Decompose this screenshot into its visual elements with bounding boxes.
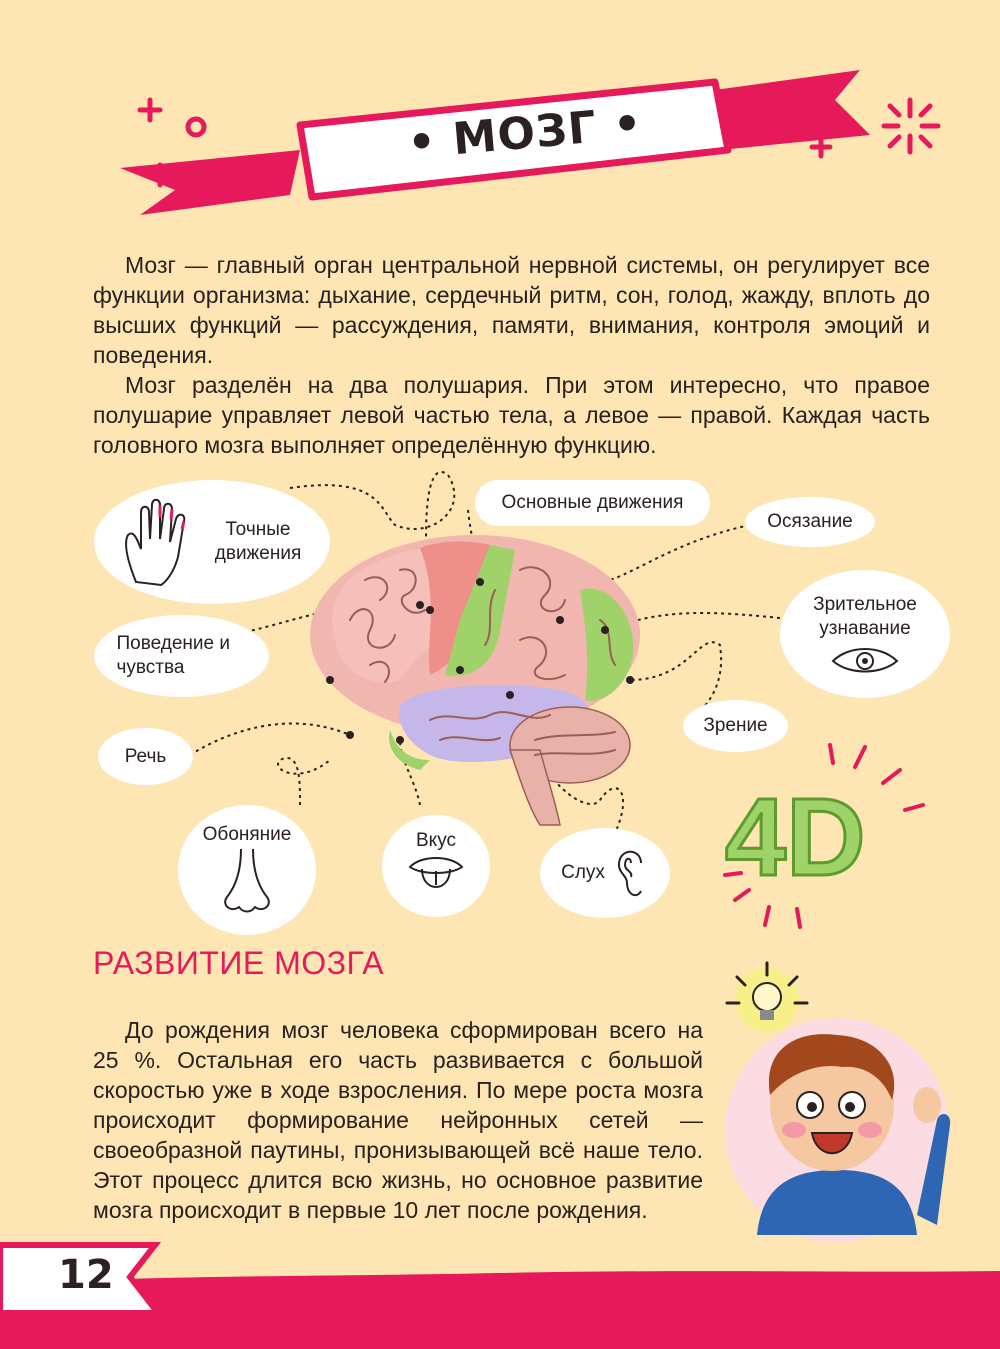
badge-text: 4D (725, 776, 866, 899)
boy-hand (913, 1087, 941, 1123)
hand-icon (116, 497, 196, 587)
label-basic-movements (475, 480, 710, 526)
vision-text: Зрение (703, 715, 768, 736)
nose-icon (217, 847, 277, 917)
speech-text: Речь (124, 745, 167, 767)
label-behavior (94, 615, 269, 697)
label-smell (178, 805, 316, 935)
label-visual-recognition (780, 570, 950, 698)
intro-paragraph-2: Мозг разделён на два полушария. При этом интересно, что правое полушарие управляет левой частью тела, а левое — правой. Каждая часть головного мозга выполняет определённую функцию. (93, 372, 930, 458)
page-number: 12 (58, 1252, 114, 1298)
intro-paragraph-1: Мозг — главный орган центральной нервной системы, он регулирует все функции организма: дыхание, сердечный ритм, сон, голод, жажду, вплоть до высших функций — рассуждения, памяти, внимания, контроля эмоций и поведения. (93, 252, 930, 368)
fine-movements-text: Точные движения (214, 519, 302, 564)
label-fine-movements (94, 480, 330, 604)
label-touch (745, 497, 875, 547)
lightbulb-icon (727, 963, 807, 1032)
basic-movements-text: Основные движения (501, 492, 684, 513)
section-title: РАЗВИТИЕ МОЗГА (93, 945, 385, 981)
label-speech (98, 728, 193, 785)
ear-icon (613, 843, 649, 903)
touch-text: Осязание (767, 511, 853, 532)
label-hearing (540, 828, 670, 918)
taste-text: Вкус (416, 830, 456, 851)
brain-illustration (310, 535, 640, 825)
visual-recognition-text: Зрительное узнавание (813, 594, 917, 639)
tongue-icon (406, 853, 466, 903)
behavior-text: Поведение и чувства (116, 633, 230, 678)
development-paragraph: До рождения мозг человека сформирован всего на 25 %. Остальная его часть развивается с большой скоростью уже в ходе взросления. По мере роста мозга происходит формирование нейронных сетей — своеобразной паутины, пронизывающей всё наше тело. Этот процесс длится всю жизнь, но основное развитие мозга происходит в первые 10 лет после рождения. (93, 1017, 703, 1223)
boy-illustration (712, 955, 962, 1245)
page-title: • МОЗГ • (405, 97, 645, 170)
ribbon-left-tail (120, 150, 300, 215)
label-taste (382, 815, 490, 917)
smell-text: Обоняние (202, 824, 292, 845)
development-text (93, 1015, 703, 1225)
eye-icon (829, 645, 901, 675)
badge-4d (705, 735, 950, 935)
hearing-text: Слух (561, 862, 605, 883)
footer-band (0, 1235, 1000, 1349)
intro-text (93, 250, 930, 460)
